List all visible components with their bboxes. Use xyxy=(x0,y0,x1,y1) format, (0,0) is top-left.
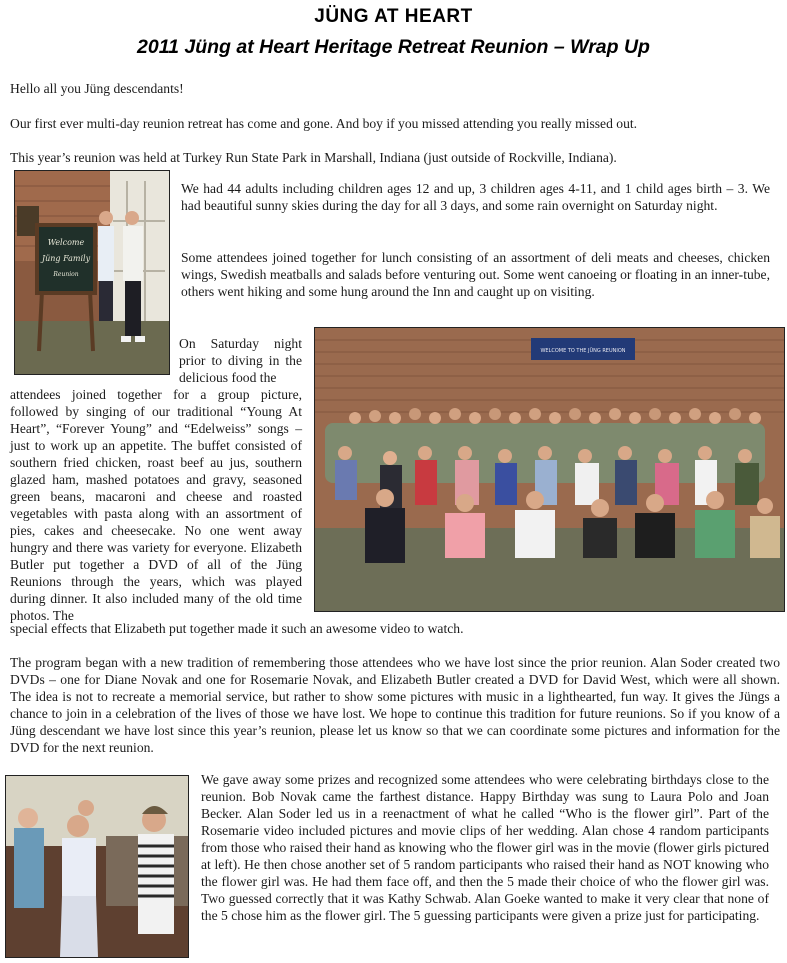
paragraph-program: The program began with a new tradition of remembering those attendees who we have lost since the prior reunion. Alan Soder created two DVDs – one for Diane Novak and one for Rosemarie Novak, and Elizabeth Butler created a DVD for David West, which were all shown. The idea is not to recreate a memorial service, but rather to show some pictures with music in a lighthearted, fun way. It gives the Jüngs a chance to join in a celebration of the lives of those we have lost. We hope to continue this tradition for future reunions. So if you know of a Jüng descendant we have lost since this year’s reunion, please let us know so that we can coordinate some pictures and information for the DVD for the next reunion. xyxy=(10,655,780,755)
paragraph-saturday-end: special effects that Elizabeth put together made it such an awesome video to watch. xyxy=(10,621,464,636)
paragraph-attendance: We had 44 adults including children ages 12 and up, 3 children ages 4-11, and 1 child ages birth – 3. We had beautiful sunny skies during the day for all 3 days, and some rain overnight on Saturday night. xyxy=(181,181,770,213)
paragraph-prizes: We gave away some prizes and recognized some attendees who were celebrating birthdays close to the reunion. Bob Novak came the farthest distance. Happy Birthday was sung to Laura Polo and Joan Becker. Alan Soder led us in a reenactment of what he called “Who is the flower girl”. Part of the Rosemarie video included pictures and movie clips of her wedding. Alan chose 4 random participants from those who raised their hand as knowing who the flower girl was in the movie (flower girls pictured at left). He then chose another set of 5 random participants who raised their hand as NOT knowing who the flower girl was. He had them face off, and then the 5 made their choice of who the flower girl was. Two guessed correctly that it was Kathy Schwab. Alan Goeke wanted to make it very clear that none of the 5 chose him as the flower girl. The 5 guessing participants were given a prize just for participating. xyxy=(201,772,769,923)
paragraph-saturday-body: attendees joined together for a group picture, followed by singing of our traditional “Young At Heart”, “Forever Young” and “Edelweiss” songs – just to work up an appetite. The buffet consisted of southern fried chicken, roast beef au jus, southern glazed ham, mashed potatoes and gravy, seasoned green beans, macaroni and cheese and roasted vegetables with pasta along with an assortment of pies, cakes and cheesecake. No one went away hungry and there was variety for everyone. Elizabeth Butler put together a DVD of all of the Jüng Reunions through the years, which was played during dinner. It also included many of the old time photos. The xyxy=(10,387,302,623)
flower-girls-photo xyxy=(5,775,189,958)
page-subtitle: 2011 Jüng at Heart Heritage Retreat Reunion – Wrap Up xyxy=(137,36,650,58)
group-photo-banner: WELCOME TO THE JÜNG REUNION xyxy=(540,348,626,354)
paragraph-lunch: Some attendees joined together for lunch consisting of an assortment of deli meats and cheeses, chicken wings, Swedish meatballs and salads before venturing out. Some went canoeing or floating in an inner-tube, others went hiking and some hung around the Inn and caught up on visiting. xyxy=(181,250,770,299)
welcome-sign-line3: Reunion xyxy=(53,271,79,278)
paragraph-intro: Our first ever multi-day reunion retreat has come and gone. And boy if you missed attending you really missed out. xyxy=(10,116,638,131)
welcome-sign-line1: Welcome xyxy=(47,238,85,247)
greeting: Hello all you Jüng descendants! xyxy=(10,81,184,96)
welcome-sign-line2: Jüng Family xyxy=(41,254,91,263)
paragraph-location: This year’s reunion was held at Turkey Run State Park in Marshall, Indiana (just outside of Rockville, Indiana). xyxy=(10,150,617,165)
group-photo xyxy=(314,327,785,612)
paragraph-saturday-lead: On Saturday night prior to diving in the delicious food the xyxy=(179,336,302,385)
page-title: JÜNG AT HEART xyxy=(314,6,473,27)
welcome-sign-photo xyxy=(14,170,170,375)
